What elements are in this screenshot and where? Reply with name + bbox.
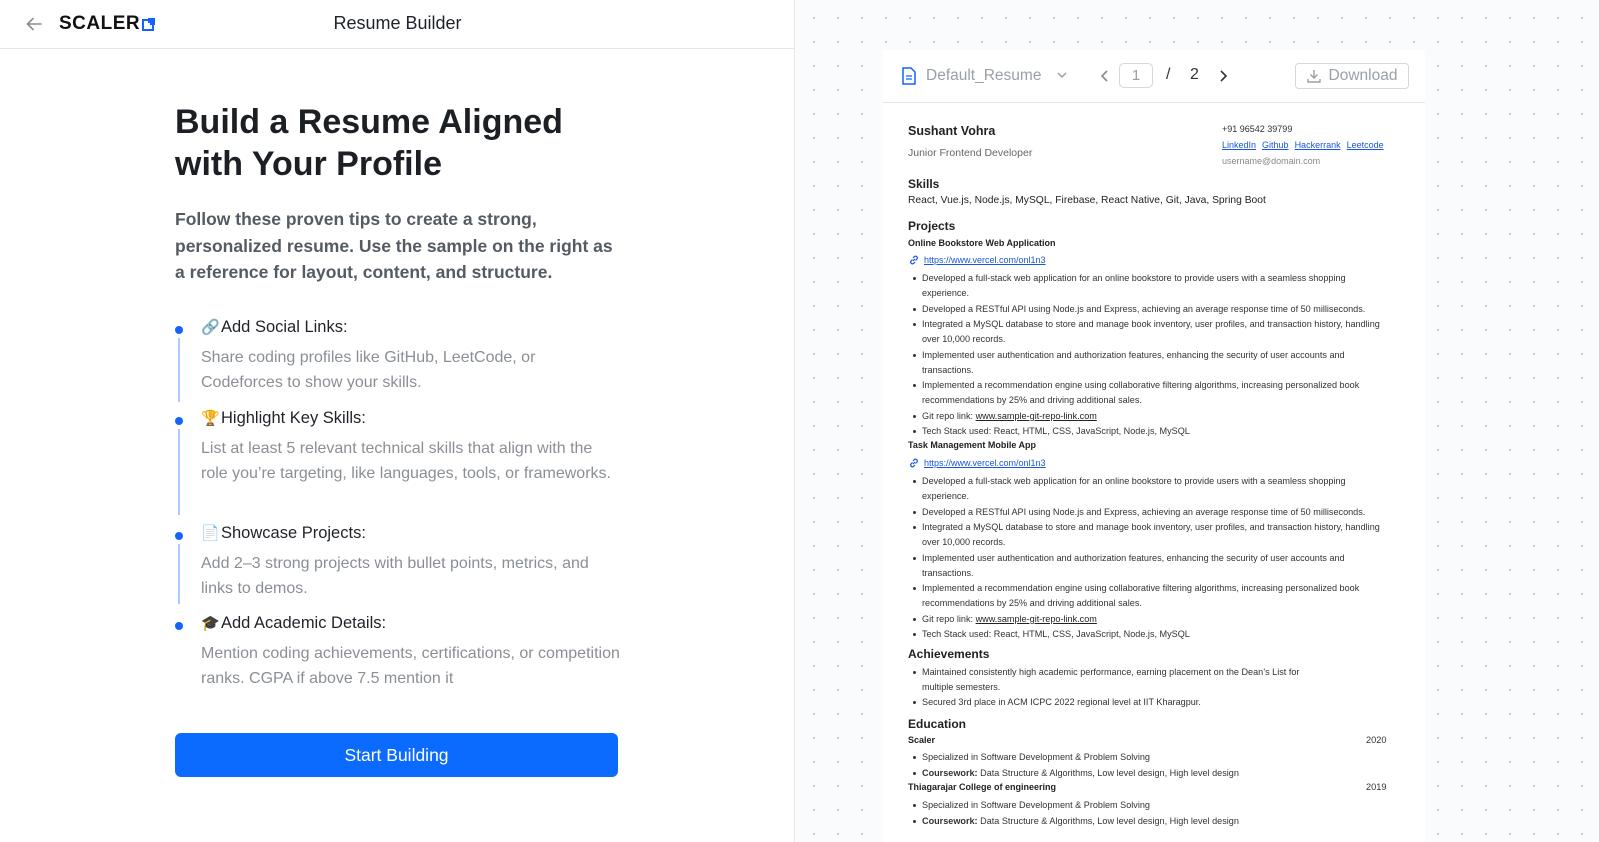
timeline-dot xyxy=(175,532,183,540)
achievement-item: Secured 3rd place in ACM ICPC 2022 regional level at IIT Kharagpur. xyxy=(913,695,1393,710)
project-link[interactable]: https://www.vercel.com/onl1n3 xyxy=(908,254,1046,266)
hackerrank-link[interactable]: Hackerrank xyxy=(1294,140,1341,150)
previous-page-button[interactable] xyxy=(1099,69,1111,83)
resume-selector[interactable]: Default_Resume xyxy=(926,67,1042,84)
start-building-button[interactable]: Start Building xyxy=(175,733,618,777)
project-repo: Git repo link: www.sample-git-repo-link.com xyxy=(913,409,1393,424)
tip-body: Mention coding achievements, certifications, or competition ranks. CGPA if above 7.5 mention it xyxy=(201,645,620,687)
download-icon xyxy=(1307,69,1321,83)
achievement-item: Maintained consistently high academic performance, earning placement on the Dean’s List for multiple semesters. xyxy=(913,665,1313,696)
education-school: Thiagarajar College of engineering xyxy=(908,782,1057,792)
page-separator: / xyxy=(1166,66,1171,83)
tip-title: 🏆Highlight Key Skills: xyxy=(201,409,366,427)
hero-subtitle: Follow these proven tips to create a strong, personalized resume. Use the sample on the right as a reference for layout, content, and structure. xyxy=(175,209,613,282)
project-repo: Git repo link: www.sample-git-repo-link.com xyxy=(913,612,1393,627)
timeline-dot xyxy=(175,417,183,425)
project-bullet: Implemented user authentication and authorization features, enhancing the security of user accounts and transactions. xyxy=(913,348,1393,379)
education-heading: Education xyxy=(908,717,967,731)
project-bullet: Implemented a recommendation engine using collaborative filtering algorithms, increasing personalized book recommendations by 25% and driving additional sales. xyxy=(913,581,1393,612)
education-detail: Specialized in Software Development & Problem Solving xyxy=(913,750,1393,765)
github-link[interactable]: Github xyxy=(1262,140,1289,150)
project-stack: Tech Stack used: React, HTML, CSS, JavaScript, Node.js, MySQL xyxy=(913,424,1393,439)
education-year: 2019 xyxy=(1366,782,1387,792)
resume-profile-links xyxy=(1222,140,1384,150)
brand-name: SCALER xyxy=(59,13,141,34)
tip-title: 🔗Add Social Links: xyxy=(201,318,348,336)
achievements-heading: Achievements xyxy=(908,647,990,661)
top-bar xyxy=(0,0,795,49)
graduation-cap-icon: 🎓 xyxy=(201,615,220,632)
projects-heading: Projects xyxy=(908,219,956,233)
project-title: Task Management Mobile App xyxy=(908,440,1037,450)
resume-email: username@domain.com xyxy=(1222,156,1321,166)
project-link[interactable]: https://www.vercel.com/onl1n3 xyxy=(908,457,1046,469)
tip-body: Share coding profiles like GitHub, LeetCode, or Codeforces to show your skills. xyxy=(201,349,536,391)
repo-link[interactable]: www.sample-git-repo-link.com xyxy=(975,411,1097,421)
resume-preview xyxy=(883,50,1425,842)
document-icon: 📄 xyxy=(201,525,220,542)
skills-heading: Skills xyxy=(908,177,940,191)
project-bullet: Integrated a MySQL database to store and manage book inventory, user profiles, and transaction history, handling over 10,000 records. xyxy=(913,317,1393,348)
timeline-line xyxy=(178,338,180,402)
preview-panel xyxy=(796,0,1599,842)
tip-title: 📄Showcase Projects: xyxy=(201,524,366,542)
project-bullet: Implemented a recommendation engine using collaborative filtering algorithms, increasing personalized book recommendations by 25% and driving additional sales. xyxy=(913,378,1393,409)
download-label: Download xyxy=(1328,67,1398,84)
education-detail: Specialized in Software Development & Problem Solving xyxy=(913,798,1393,813)
tip-body: List at least 5 relevant technical skills that align with the role you’re targeting, like languages, tools, or frameworks. xyxy=(201,440,611,482)
page-title: Resume Builder xyxy=(333,13,462,33)
project-bullet: Developed a RESTful API using Node.js and Express, achieving an average response time of 50 milliseconds. xyxy=(913,505,1393,520)
timeline-dot xyxy=(175,326,183,334)
trophy-icon: 🏆 xyxy=(201,410,220,427)
timeline-line xyxy=(178,544,180,604)
education-school: Scaler xyxy=(908,735,936,745)
hero-title: Build a Resume Aligned with Your Profile xyxy=(175,103,563,183)
tip-title: 🎓Add Academic Details: xyxy=(201,614,387,632)
resume-name: Sushant Vohra xyxy=(908,124,996,138)
download-button[interactable] xyxy=(1295,63,1409,89)
link-icon: 🔗 xyxy=(201,319,220,336)
info-panel xyxy=(0,0,795,842)
project-bullet: Developed a RESTful API using Node.js and Express, achieving an average response time of 50 milliseconds. xyxy=(913,302,1393,317)
resume-phone: +91 96542 39799 xyxy=(1222,124,1293,134)
repo-link[interactable]: www.sample-git-repo-link.com xyxy=(975,614,1097,624)
timeline-dot xyxy=(175,622,183,630)
next-page-button[interactable] xyxy=(1217,69,1229,83)
chevron-down-icon[interactable] xyxy=(1055,68,1069,82)
linkedin-link[interactable]: LinkedIn xyxy=(1222,140,1257,150)
skills-list: React, Vue.js, Node.js, MySQL, Firebase, React Native, Git, Java, Spring Boot xyxy=(908,195,1266,206)
education-coursework: Coursework: Data Structure & Algorithms, Low level design, High level design xyxy=(913,814,1393,829)
project-bullet: Developed a full-stack web application for an online bookstore to provide users with a seamless shopping experience. xyxy=(913,271,1393,302)
project-stack: Tech Stack used: React, HTML, CSS, JavaScript, Node.js, MySQL xyxy=(913,627,1393,642)
timeline-line xyxy=(178,429,180,515)
file-icon xyxy=(901,67,917,85)
education-coursework: Coursework: Data Structure & Algorithms, Low level design, High level design xyxy=(913,766,1393,781)
tip-body: Add 2–3 strong projects with bullet points, metrics, and links to demos. xyxy=(201,555,589,597)
project-bullet: Implemented user authentication and authorization features, enhancing the security of user accounts and transactions. xyxy=(913,551,1393,582)
leetcode-link[interactable]: Leetcode xyxy=(1346,140,1384,150)
link-icon xyxy=(908,254,920,266)
page-total: 2 xyxy=(1190,66,1199,83)
link-icon xyxy=(908,457,920,469)
education-year: 2020 xyxy=(1366,735,1387,745)
project-title: Online Bookstore Web Application xyxy=(908,238,1056,248)
preview-toolbar xyxy=(883,50,1425,103)
page-number-input[interactable]: 1 xyxy=(1119,63,1153,88)
project-bullet: Integrated a MySQL database to store and manage book inventory, user profiles, and transaction history, handling over 10,000 records. xyxy=(913,520,1393,551)
project-bullet: Developed a full-stack web application for an online bookstore to provide users with a seamless shopping experience. xyxy=(913,474,1393,505)
resume-role: Junior Frontend Developer xyxy=(908,147,1033,159)
